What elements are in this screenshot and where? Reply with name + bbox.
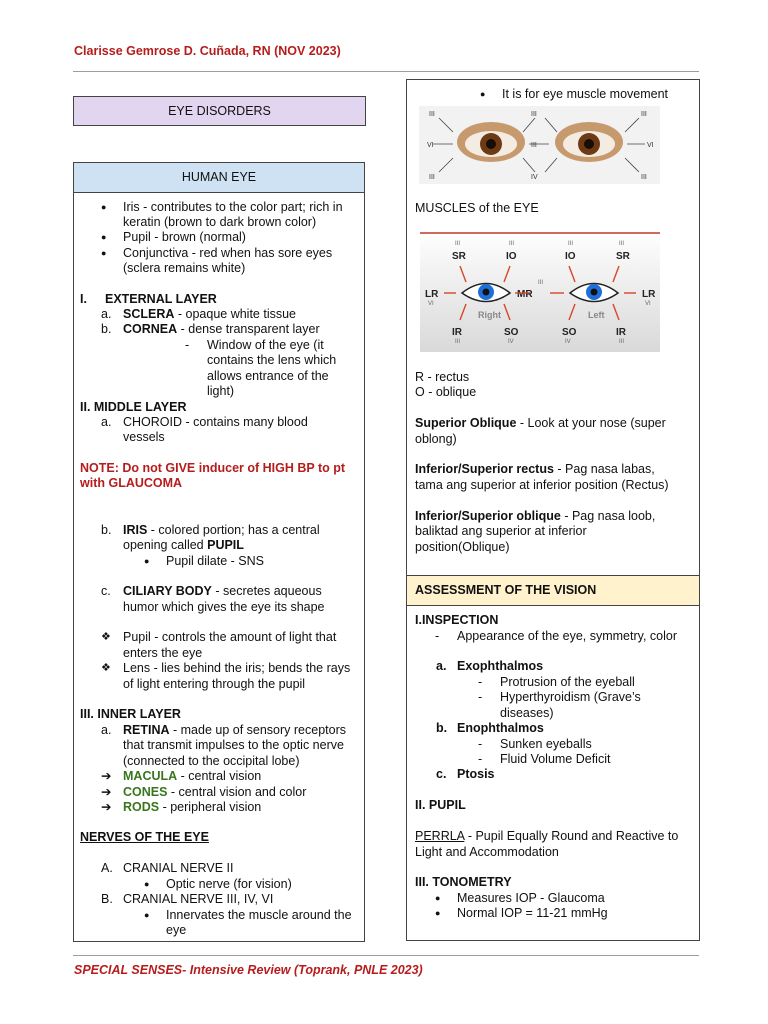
choroid-line: vessels bbox=[123, 430, 165, 444]
retina-desc: - made up of sensory receptors bbox=[169, 723, 347, 737]
eno-item: - Fluid Volume Deficit bbox=[500, 752, 610, 768]
enophthalmos-title: Enophthalmos bbox=[457, 721, 544, 735]
cones-desc: - central vision and color bbox=[167, 785, 307, 799]
perrla-item bbox=[415, 829, 678, 845]
rectus-desc: - Pag nasa labas, bbox=[553, 462, 655, 476]
fig1-label-vi: VI bbox=[647, 142, 654, 149]
item-marker: b. bbox=[436, 721, 448, 735]
list-item: ● Pupil - brown (normal) bbox=[123, 230, 246, 246]
rods-desc: - peripheral vision bbox=[159, 800, 262, 814]
item-marker: a. bbox=[101, 307, 112, 321]
window-line: - Window of the eye (it bbox=[207, 338, 324, 354]
muscles-panel bbox=[406, 79, 700, 941]
label-ir: IR bbox=[616, 327, 626, 338]
sclera-item bbox=[123, 307, 296, 323]
oblique-term: Inferior/Superior oblique bbox=[415, 509, 561, 523]
label-lr: LR bbox=[642, 289, 656, 300]
window-line: light) bbox=[207, 384, 235, 398]
label-lr: LR bbox=[425, 289, 439, 300]
macula-item bbox=[123, 769, 261, 785]
human-eye-panel bbox=[73, 162, 365, 942]
label-sr: SR bbox=[616, 251, 630, 262]
ptosis-title: Ptosis bbox=[457, 767, 495, 781]
item-marker: c. bbox=[101, 584, 111, 598]
fig1-label-iv: IV bbox=[531, 174, 538, 181]
perrla-desc: - Pupil Equally Round and Reactive to bbox=[464, 829, 679, 843]
cornea-term: CORNEA bbox=[123, 322, 178, 336]
left-label: Left bbox=[588, 310, 605, 320]
inner-layer-title: III. INNER LAYER bbox=[80, 707, 181, 721]
eno-item: - Sunken eyeballs bbox=[500, 737, 592, 753]
o-definition: O - oblique bbox=[415, 385, 477, 399]
footer-text: SPECIAL SENSES- Intensive Review (Toprank, PNLE 2023) bbox=[74, 963, 423, 977]
list-item-cont: keratin (brown to dark brown color) bbox=[123, 215, 317, 229]
muscle-move-note: ● It is for eye muscle movement bbox=[502, 87, 668, 103]
cones-item bbox=[123, 785, 306, 801]
fig1-label-iii: III bbox=[429, 174, 435, 181]
iris-desc2: opening called bbox=[123, 538, 208, 552]
macula-term: MACULA bbox=[123, 769, 178, 783]
external-layer-title: EXTERNAL LAYER bbox=[105, 292, 217, 306]
item-marker: a. bbox=[101, 415, 112, 429]
inspection-title: I.INSPECTION bbox=[415, 613, 499, 627]
fig1-label-iii: III bbox=[531, 142, 537, 149]
cn-label: IV bbox=[565, 339, 571, 345]
cn-label: III bbox=[509, 241, 515, 247]
fig1-label-iii: III bbox=[531, 111, 537, 118]
cn-label: III bbox=[619, 339, 625, 345]
right-eye-photo bbox=[555, 122, 623, 162]
perrla-term: PERRLA bbox=[415, 829, 465, 843]
rods-term: RODS bbox=[123, 800, 160, 814]
cn-label: III bbox=[568, 241, 574, 247]
pupil-section-title: II. PUPIL bbox=[415, 798, 466, 812]
iris-item-cont bbox=[123, 538, 244, 554]
retina-term: RETINA bbox=[123, 723, 170, 737]
window-line: contains the lens which bbox=[207, 353, 337, 367]
cn-label: IV bbox=[508, 339, 514, 345]
cranial-nerve-346: CRANIAL NERVE III, IV, VI bbox=[123, 892, 274, 906]
exo-item: - Protrusion of the eyeball bbox=[500, 675, 635, 691]
cn-label: III bbox=[455, 241, 461, 247]
muscles-title: MUSCLES of the EYE bbox=[415, 201, 539, 215]
pupil-control-line: ❖ Pupil - controls the amount of light that bbox=[123, 630, 336, 646]
retina-item-cont: (connected to the occipital lobe) bbox=[123, 754, 300, 768]
cn-label: VI bbox=[645, 301, 651, 307]
iris-desc: - colored portion; has a central bbox=[147, 523, 320, 537]
middle-layer-title: II. MIDDLE LAYER bbox=[80, 400, 187, 414]
exophthalmos-title: Exophthalmos bbox=[457, 659, 544, 673]
rectus-term: Inferior/Superior rectus bbox=[415, 462, 554, 476]
fig1-label-iii: III bbox=[641, 111, 647, 118]
assessment-heading: ASSESSMENT OF THE VISION bbox=[407, 575, 699, 606]
ciliary-desc: - secretes aqueous bbox=[211, 584, 322, 598]
tono-item: ● Measures IOP - Glaucoma bbox=[457, 891, 605, 907]
lens-line: ❖ Lens - lies behind the iris; bends the rays bbox=[123, 661, 350, 677]
note-line: with GLAUCOMA bbox=[80, 476, 183, 490]
label-sr: SR bbox=[452, 251, 466, 262]
innervates-line: ● Innervates the muscle around the bbox=[166, 908, 352, 924]
sclera-desc: - opaque white tissue bbox=[174, 307, 297, 321]
list-item-cont: (sclera remains white) bbox=[123, 261, 246, 275]
label-so: SO bbox=[504, 327, 519, 338]
sup-oblique-desc: - Look at your nose (super bbox=[516, 416, 666, 430]
label-ir: IR bbox=[452, 327, 462, 338]
author-header: Clarisse Gemrose D. Cuñada, RN (NOV 2023) bbox=[74, 44, 341, 58]
nerves-title: NERVES OF THE EYE bbox=[80, 830, 209, 844]
inferior-superior-rectus bbox=[415, 462, 655, 478]
item-marker: b. bbox=[101, 523, 112, 537]
cranial-nerve-2: CRANIAL NERVE II bbox=[123, 861, 234, 875]
pupil-control-line: enters the eye bbox=[123, 646, 203, 660]
superior-oblique-cont: oblong) bbox=[415, 432, 457, 446]
exo-item: - Hyperthyroidism (Grave’s bbox=[500, 690, 641, 706]
external-layer-marker: I. bbox=[80, 292, 87, 306]
cones-term: CONES bbox=[123, 785, 168, 799]
fig1-label-iii: III bbox=[429, 111, 435, 118]
eye-muscles-diagram bbox=[420, 230, 660, 352]
label-io: IO bbox=[506, 251, 517, 262]
iris-term: IRIS bbox=[123, 523, 148, 537]
ciliary-item bbox=[123, 584, 322, 600]
pupil-term: PUPIL bbox=[207, 538, 244, 552]
ciliary-item-cont: humor which gives the eye its shape bbox=[123, 600, 325, 614]
superior-oblique bbox=[415, 416, 666, 432]
retina-item-cont: that transmit impulses to the optic nerve bbox=[123, 738, 344, 752]
rectus-cont: tama ang superior at inferior position (Rectus) bbox=[415, 478, 669, 492]
item-marker: b. bbox=[101, 322, 112, 336]
list-item: ● Iris - contributes to the color part; rich in bbox=[123, 200, 343, 216]
cornea-item bbox=[123, 322, 320, 338]
item-marker: c. bbox=[436, 767, 447, 781]
innervates-line: eye bbox=[166, 923, 187, 937]
bottom-divider bbox=[73, 955, 699, 956]
cn-label: III bbox=[538, 280, 544, 286]
sclera-term: SCLERA bbox=[123, 307, 175, 321]
oblique-desc: - Pag nasa loob, bbox=[560, 509, 656, 523]
human-eye-heading: HUMAN EYE bbox=[74, 163, 364, 193]
label-mr: MR bbox=[517, 289, 533, 300]
note-line: NOTE: Do not GIVE inducer of HIGH BP to pt bbox=[80, 461, 346, 475]
perrla-cont: Light and Accommodation bbox=[415, 845, 559, 859]
left-eye-photo bbox=[457, 122, 525, 162]
sup-oblique-term: Superior Oblique bbox=[415, 416, 517, 430]
lens-line: of light entering through the pupil bbox=[123, 677, 306, 691]
macula-desc: - central vision bbox=[177, 769, 262, 783]
oblique-cont: baliktad ang superior at inferior bbox=[415, 524, 587, 538]
right-label: Right bbox=[478, 310, 501, 320]
cn-label: III bbox=[455, 339, 461, 345]
page-title: EYE DISORDERS bbox=[73, 96, 366, 126]
item-marker: A. bbox=[101, 861, 113, 875]
item-marker: a. bbox=[436, 659, 447, 673]
window-line: allows entrance of the bbox=[207, 369, 329, 383]
retina-item bbox=[123, 723, 346, 739]
iris-item bbox=[123, 523, 320, 539]
inferior-superior-oblique bbox=[415, 509, 655, 525]
r-definition: R - rectus bbox=[415, 370, 470, 384]
eye-movement-figure bbox=[419, 106, 660, 184]
top-divider bbox=[73, 71, 699, 72]
cornea-desc: - dense transparent layer bbox=[177, 322, 320, 336]
rods-item bbox=[123, 800, 261, 816]
optic-nerve: ● Optic nerve (for vision) bbox=[166, 877, 292, 893]
oblique-cont: position(Oblique) bbox=[415, 540, 510, 554]
fig1-label-iii: III bbox=[641, 174, 647, 181]
cn-label: VI bbox=[428, 301, 434, 307]
list-item: ● Conjunctiva - red when has sore eyes bbox=[123, 246, 332, 262]
fig1-label-vi: VI bbox=[427, 142, 434, 149]
label-io: IO bbox=[565, 251, 576, 262]
ciliary-term: CILIARY BODY bbox=[123, 584, 212, 598]
tonometry-title: III. TONOMETRY bbox=[415, 875, 512, 889]
label-so: SO bbox=[562, 327, 577, 338]
appearance-item: - Appearance of the eye, symmetry, color bbox=[457, 629, 677, 645]
cn-label: III bbox=[619, 241, 625, 247]
item-marker: B. bbox=[101, 892, 113, 906]
tono-item: ● Normal IOP = 11-21 mmHg bbox=[457, 906, 608, 922]
exo-item-cont: diseases) bbox=[500, 706, 554, 720]
item-marker: a. bbox=[101, 723, 112, 737]
choroid-line: CHOROID - contains many blood bbox=[123, 415, 308, 429]
pupil-dilate: ● Pupil dilate - SNS bbox=[166, 554, 264, 570]
